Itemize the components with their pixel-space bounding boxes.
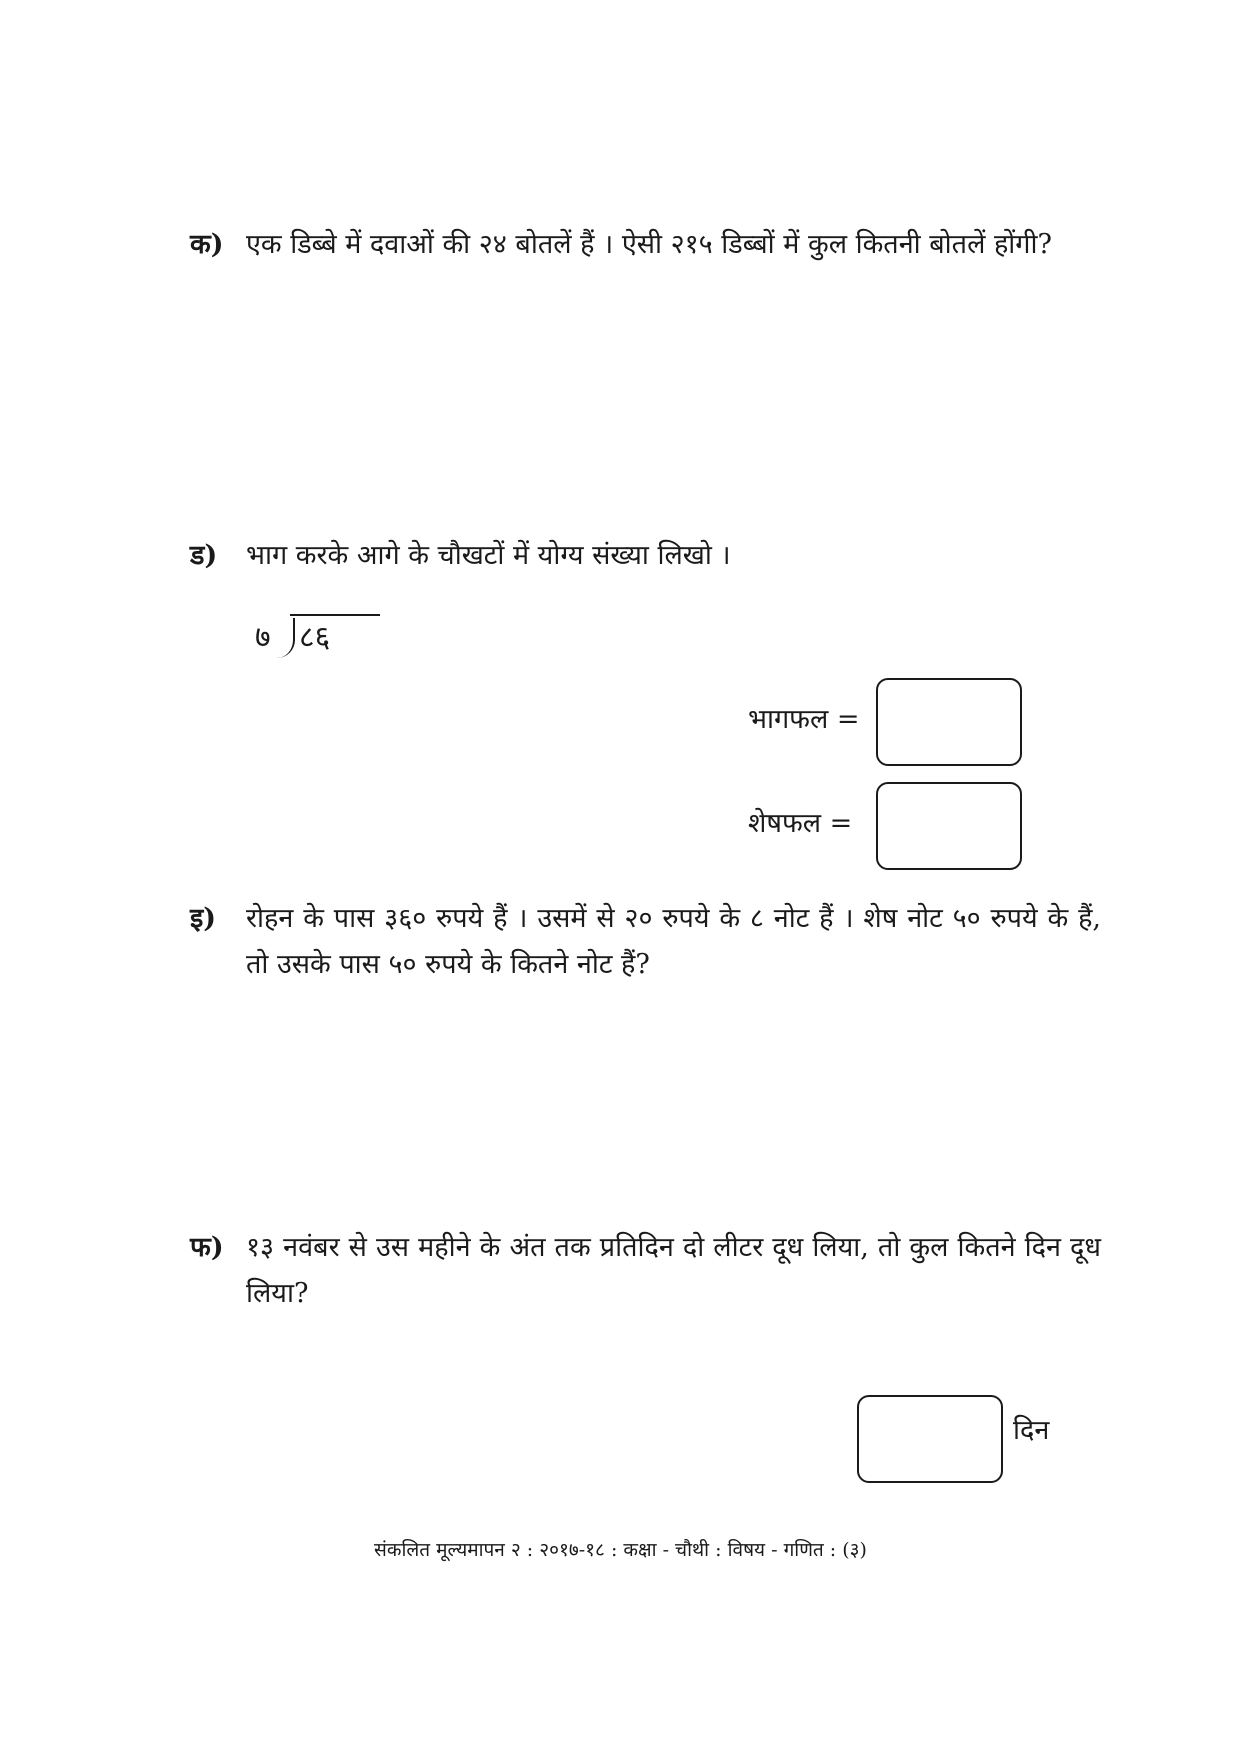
divisor: ७ xyxy=(255,620,271,655)
division-bracket xyxy=(277,618,295,658)
page-footer: संकलित मूल्यमापन २ : २०१७-१८ : कक्षा - चौथी : विषय - गणित : (३) xyxy=(374,1539,867,1561)
question-text: एक डिब्बे में दवाओं की २४ बोतलें हैं । ऐसी २१५ डिब्बों में कुल कितनी बोतलें होंगी? xyxy=(246,229,1052,260)
question-label: फ) xyxy=(190,1232,224,1263)
long-division xyxy=(253,612,383,666)
question-text: रोहन के पास ३६० रुपये हैं । उसमें से २० रुपये के ८ नोट हैं । शेष नोट ५० रुपये के हैं, तो उसके पास ५० रुपये के कितने नोट हैं? xyxy=(246,903,1101,980)
dividend: ८६ xyxy=(299,620,331,655)
question-label: क) xyxy=(190,229,224,260)
quotient-answer-box[interactable] xyxy=(876,678,1022,766)
days-unit-label: दिन xyxy=(1013,1415,1050,1446)
remainder-answer-box[interactable] xyxy=(876,782,1022,870)
quotient-label: भागफल = xyxy=(748,704,860,735)
division-bar xyxy=(290,614,380,616)
remainder-label: शेषफल = xyxy=(748,808,853,839)
question-label: ड) xyxy=(190,540,218,571)
question-text: १३ नवंबर से उस महीने के अंत तक प्रतिदिन दो लीटर दूध लिया, तो कुल कितने दिन दूध लिया? xyxy=(246,1232,1101,1309)
question-text: भाग करके आगे के चौखटों में योग्य संख्या लिखो । xyxy=(246,540,731,571)
days-answer-box[interactable] xyxy=(857,1395,1003,1483)
question-label: इ) xyxy=(190,903,217,934)
